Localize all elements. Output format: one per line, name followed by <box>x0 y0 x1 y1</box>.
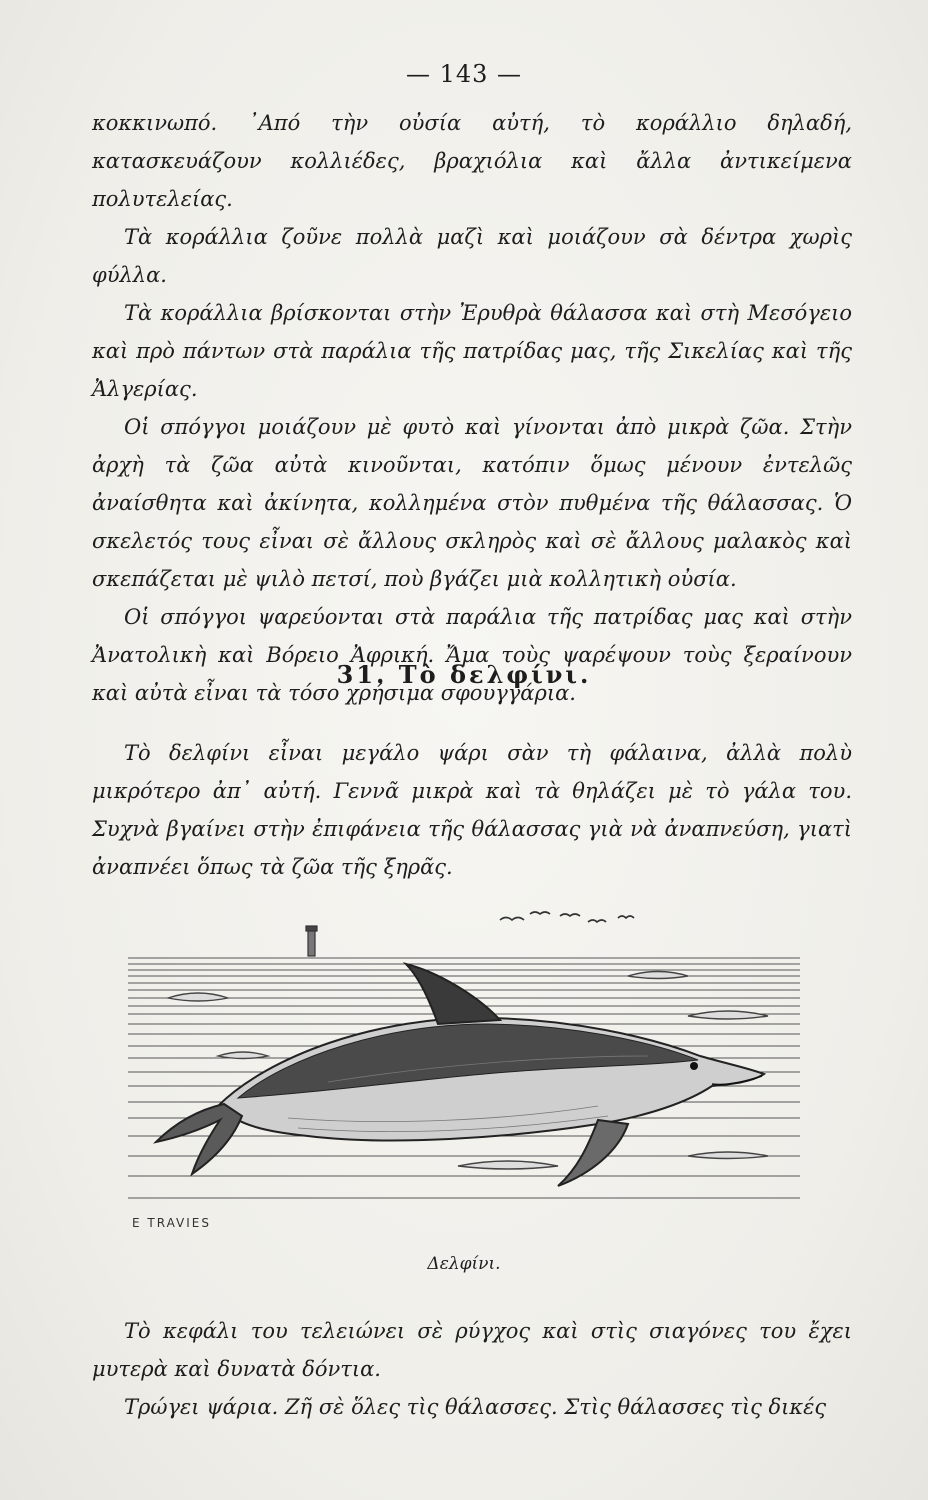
text-block-corals-sponges <box>92 104 852 712</box>
paragraph: Τὸ κεφάλι του τελειώνει σὲ ρύγχος καὶ στὶς σιαγόνες του ἔχει μυτερὰ καὶ δυνατὰ δόντια. <box>92 1319 852 1381</box>
text-block-dolphin-intro <box>92 734 852 886</box>
dolphin-illustration <box>128 906 800 1236</box>
figure-caption: Δελφίνι. <box>427 1254 501 1274</box>
paragraph: Τὸ δελφίνι εἶναι μεγάλο ψάρι σὰν τὴ φάλαινα, ἀλλὰ πολὺ μικρότερο ἀπ᾿ αὐτή. Γεννᾶ μικρὰ καὶ τὰ θηλάζει μὲ τὸ γάλα του. Συχνὰ βγαίνει στὴν ἐπιφάνεια τῆς θάλασσας γιὰ νὰ ἀναπνεύση, γιατὶ ἀναπνέει ὅπως τὰ ζῶα τῆς ξηρᾶς. <box>92 741 852 879</box>
text-block-dolphin-continued <box>92 1312 852 1426</box>
engraver-signature: E TRAVIES <box>132 1216 211 1230</box>
paragraph: Τρώγει ψάρια. Ζῆ σὲ ὅλες τὶς θάλασσες. Στὶς θάλασσες τὶς δικές <box>124 1395 827 1419</box>
paragraph: κοκκινωπό. ᾿Από τὴν οὐσία αὐτή, τὸ κοράλλιο δηλαδή, κατασκευάζουν κολλιέδες, βραχιόλια καὶ ἄλλα ἀντικείμενα πολυτελείας. <box>92 111 852 211</box>
page-number: — 143 — <box>405 60 523 88</box>
paragraph: Τὰ κοράλλια βρίσκονται στὴν Ἐρυθρὰ θάλασσα καὶ στὴ Μεσόγειο καὶ πρὸ πάντων στὰ παράλια τῆς πατρίδας μας, τῆς Σικελίας καὶ τῆς Ἀλγερίας. <box>92 301 852 401</box>
paragraph: Οἱ σπόγγοι ψαρεύονται στὰ παράλια τῆς πατρίδας μας καὶ στὴν Ἀνατολικὴ καὶ Βόρειο Ἀφρική. Ἄμα τοὺς ψαρέψουν τοὺς ξεραίνουν καὶ αὐτὰ εἶναι τὰ τόσο χρήσιμα σφουγγάρια. <box>92 605 852 705</box>
section-heading: 31. Τὸ δελφίνι. <box>336 660 592 689</box>
paragraph: Τὰ κοράλλια ζοῦνε πολλὰ μαζὶ καὶ μοιάζουν σὰ δέντρα χωρὶς φύλλα. <box>92 225 852 287</box>
paragraph: Οἱ σπόγγοι μοιάζουν μὲ φυτὸ καὶ γίνονται ἀπὸ μικρὰ ζῶα. Στὴν ἀρχὴ τὰ ζῶα αὐτὰ κινοῦνται, κατόπιν ὅμως μένουν ἐντελῶς ἀναίσθητα καὶ ἀκίνητα, κολλημένα στὸν πυθμένα τῆς θάλασσας. Ὁ σκελετός τους εἶναι σὲ ἄλλους σκληρὸς καὶ σὲ ἄλλους μαλακὸς καὶ σκεπάζεται μὲ ψιλὸ πετσί, ποὺ βγάζει μιὰ κολλητικὴ οὐσία. <box>92 415 852 591</box>
